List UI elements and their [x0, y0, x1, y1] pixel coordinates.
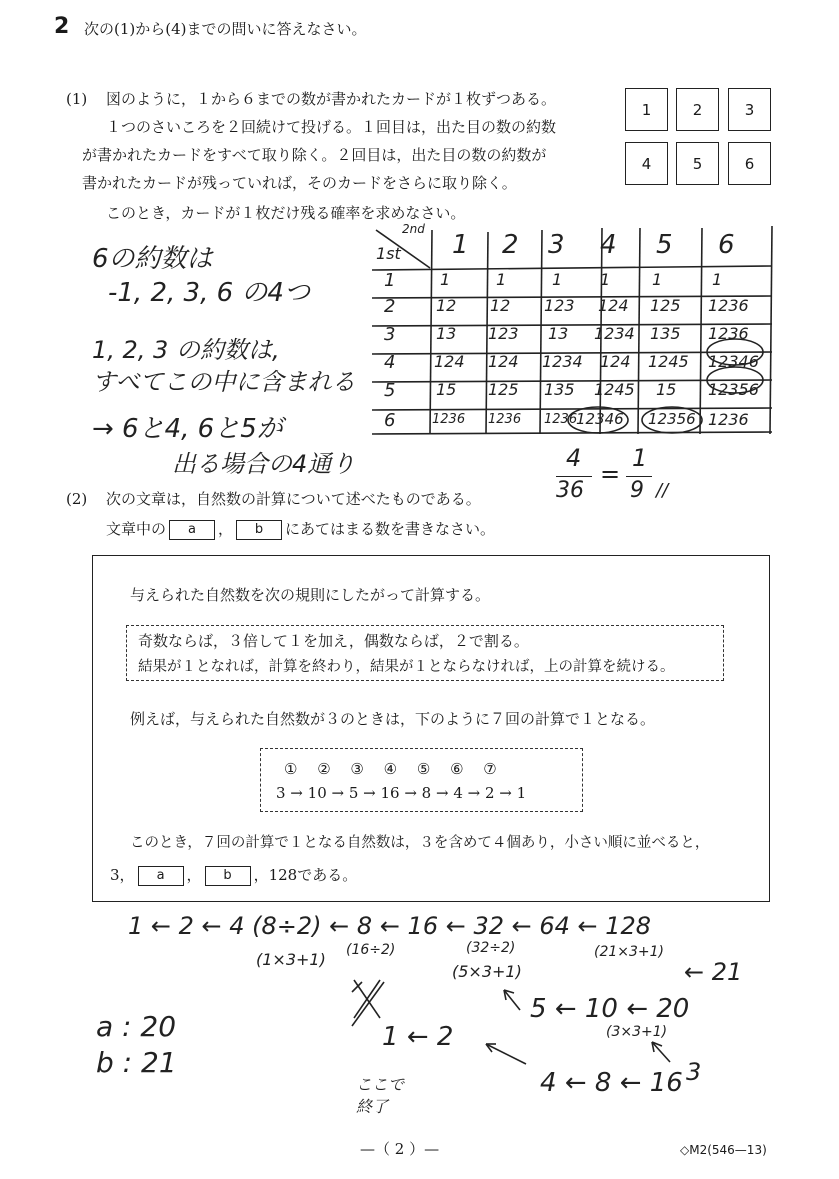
- answer-mark: //: [656, 480, 669, 501]
- table-cell: 124: [600, 352, 631, 371]
- q2-line2: [106, 516, 495, 542]
- note-sub-1x3: (1×3+1): [256, 950, 326, 969]
- table-header-5: 5: [656, 230, 673, 260]
- note-1-2: 1 ← 2: [382, 1022, 454, 1052]
- table-header-3: 3: [548, 230, 565, 260]
- question-number: 2: [54, 14, 70, 39]
- q1-line4: 書かれたカードが残っていれば，そのカードをさらに取り除く。: [82, 174, 517, 192]
- q1-line2: １つのさいころを２回続けて投げる。１回目は，出た目の数の約数: [106, 118, 557, 136]
- note-chain-top: 1 ← 2 ← 4 (8÷2) ← 8 ← 16 ← 32 ← 64 ← 128: [128, 912, 652, 940]
- table-cell: 1236: [708, 410, 749, 429]
- table-cell: 1245: [648, 352, 689, 371]
- example-text: 例えば，与えられた自然数が３のときは，下のように７回の計算で１となる。: [130, 710, 656, 728]
- table-cell: 1: [440, 270, 451, 289]
- table-row-head: 4: [384, 352, 396, 373]
- note-end-here: ここで終了: [356, 1075, 405, 1116]
- table-cell: 125: [650, 296, 681, 315]
- table-cell: 15: [436, 380, 457, 399]
- table-cell: 12: [490, 296, 511, 315]
- note-3: 3: [686, 1058, 702, 1086]
- table-header-2: 2: [502, 230, 519, 260]
- table-cell: 1: [496, 270, 507, 289]
- q2-line1: 次の文章は，自然数の計算について述べたものである。: [106, 490, 481, 508]
- box-a: a: [169, 520, 215, 540]
- table-cell: 1236: [432, 412, 466, 427]
- card-3: 3: [728, 88, 771, 131]
- q1-line3: が書かれたカードをすべて取り除く。２回目は，出た目の数の約数が: [82, 146, 547, 164]
- final-line: [110, 862, 357, 888]
- table-row-head: 3: [384, 324, 396, 345]
- table-cell: 1234: [542, 352, 583, 371]
- table-cell: 15: [656, 380, 677, 399]
- table-cell: 135: [544, 380, 575, 399]
- table-row-head: 6: [384, 410, 396, 431]
- q2-line2-suffix: にあてはまる数を書きなさい。: [285, 520, 496, 538]
- note-sub-32div2: (32÷2): [466, 940, 516, 956]
- q1-label: (1): [66, 90, 88, 108]
- table-cell-circled: 12346: [576, 410, 624, 428]
- card-1: 1: [625, 88, 668, 131]
- table-cell: 124: [488, 352, 519, 371]
- table-cell: 124: [598, 296, 629, 315]
- step-numbers: ① ② ③ ④ ⑤ ⑥ ⑦: [284, 760, 497, 778]
- note-sub-5x3: (5×3+1): [452, 962, 522, 981]
- table-row-head: 2: [384, 296, 396, 317]
- conclusion-text: このとき，７回の計算で１となる自然数は，３を含めて４個あり，小さい順に並べると，: [130, 835, 710, 851]
- answer-denominator-reduced: 9: [630, 478, 644, 503]
- box-b-final: b: [205, 866, 251, 886]
- table-row-head: 5: [384, 380, 396, 401]
- note-5-10-20: 5 ← 10 ← 20: [530, 994, 690, 1024]
- table-cell: 1245: [594, 380, 635, 399]
- document-code: ◇M2(546—13): [680, 1143, 767, 1157]
- table-cell: 13: [436, 324, 457, 343]
- fraction-bar: [556, 476, 592, 477]
- answer-denominator: 36: [556, 478, 584, 503]
- table-cell: 1: [552, 270, 563, 289]
- box-b: b: [236, 520, 282, 540]
- q1-line1: 図のように，１から６までの数が書かれたカードが１枚ずつある。: [106, 90, 557, 108]
- note-4-ways: 出る場合の4通り: [172, 450, 356, 478]
- q2-label: (2): [66, 490, 88, 508]
- note-21: ← 21: [684, 958, 743, 986]
- answer-numerator-reduced: 1: [632, 444, 648, 472]
- card-5: 5: [676, 142, 719, 185]
- card-6: 6: [728, 142, 771, 185]
- table-cell: 123: [488, 324, 519, 343]
- page-number: —（ 2 ）—: [360, 1140, 440, 1158]
- note-sub-3x3: (3×3+1): [606, 1024, 668, 1040]
- answer-numerator: 4: [566, 444, 582, 472]
- table-cell: 1236: [544, 412, 578, 427]
- table-cell: 1: [600, 270, 611, 289]
- comma: ，: [186, 866, 202, 884]
- table-cell: 123: [544, 296, 575, 315]
- step-chain: 3 → 10 → 5 → 16 → 8 → 4 → 2 → 1: [276, 784, 527, 802]
- answer-b: b : 21: [96, 1046, 177, 1079]
- table-cell: 1234: [594, 324, 635, 343]
- table-corner-1st: 1st: [376, 244, 401, 263]
- rule-2: 結果が１となれば，計算を終わり，結果が１とならなければ，上の計算を続ける。: [138, 659, 675, 675]
- table-cell: 13: [548, 324, 569, 343]
- table-cell: 1236: [708, 296, 749, 315]
- note-sub-21x3: (21×3+1): [594, 944, 665, 960]
- final-start: 3，: [110, 866, 135, 884]
- answer-equals: =: [600, 460, 621, 488]
- final-end: ，128である。: [253, 866, 358, 884]
- table-row-head: 1: [384, 270, 396, 291]
- card-2: 2: [676, 88, 719, 131]
- comma: ，: [218, 520, 234, 538]
- table-cell-circled: 12356: [648, 410, 696, 428]
- table-cell: 135: [650, 324, 681, 343]
- table-cell-circled: 12356: [708, 380, 759, 399]
- answer-a: a : 20: [96, 1010, 177, 1043]
- q2-line2-prefix: 文章中の: [106, 520, 167, 538]
- note-divisors-of-6: 6の約数は: [92, 244, 213, 274]
- table-header-1: 1: [452, 230, 469, 260]
- table-cell-circled: 12346: [708, 352, 759, 371]
- table-cell: 1: [712, 270, 723, 289]
- box-a-final: a: [138, 866, 184, 886]
- table-cell: 124: [434, 352, 465, 371]
- rule-1: 奇数ならば，３倍して１を加え，偶数ならば，２で割る。: [138, 632, 529, 650]
- table-cell: 1: [652, 270, 663, 289]
- table-header-6: 6: [718, 230, 735, 260]
- card-4: 4: [625, 142, 668, 185]
- table-header-4: 4: [600, 230, 617, 260]
- note-included: すべてこの中に含まれる: [92, 368, 356, 396]
- note-divisor-list: -1, 2, 3, 6 の4つ: [108, 278, 310, 308]
- fraction-bar-reduced: [626, 476, 652, 477]
- question-header: 次の(1)から(4)までの問いに答えなさい。: [84, 20, 367, 38]
- note-sub-16div2: (16÷2): [346, 942, 396, 958]
- table-cell: 1236: [708, 324, 749, 343]
- rule-intro: 与えられた自然数を次の規則にしたがって計算する。: [130, 586, 491, 604]
- table-cell: 125: [488, 380, 519, 399]
- note-4-8-16: 4 ← 8 ← 16: [540, 1068, 683, 1098]
- q1-line5: このとき，カードが１枚だけ残る確率を求めなさい。: [106, 204, 466, 222]
- table-corner-2nd: 2nd: [402, 222, 425, 236]
- note-arrows: [340, 958, 743, 1070]
- table-cell: 12: [436, 296, 457, 315]
- table-cell: 1236: [488, 412, 522, 427]
- note-6-4-6-5: → 6と4, 6と5が: [92, 414, 283, 444]
- note-divisors-123: 1, 2, 3 の約数は,: [92, 336, 280, 364]
